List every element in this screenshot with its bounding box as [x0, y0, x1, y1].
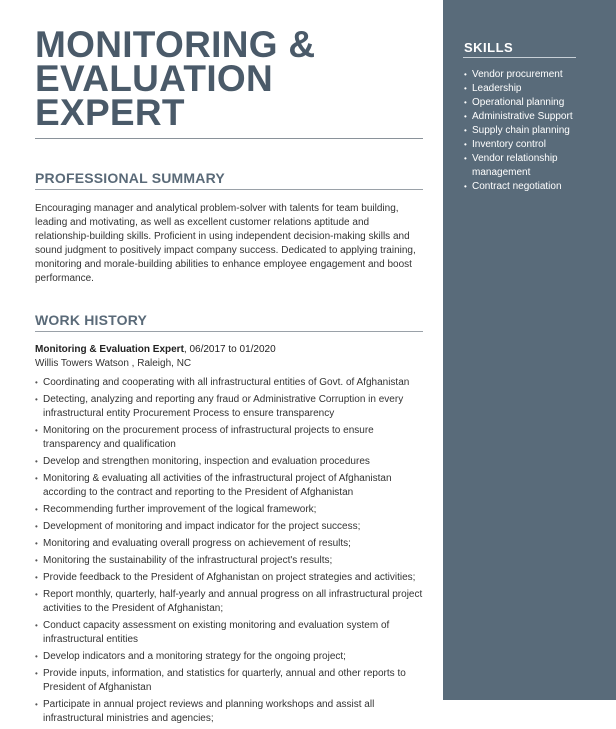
skill-item: • Inventory control — [464, 138, 594, 152]
skill-item: • Supply chain planning — [464, 124, 594, 138]
duty-item: • Recommending further improvement of the logical framework; — [35, 503, 423, 517]
skills-heading: SKILLS — [464, 40, 514, 55]
skill-item: • Operational planning — [464, 96, 594, 110]
duty-item: • Monitoring and evaluating overall progress on achievement of results; — [35, 537, 423, 551]
skill-item: • Leadership — [464, 82, 594, 96]
duty-item: • Monitoring the sustainability of the infrastructural project's results; — [35, 554, 423, 568]
duty-item: • Monitoring on the procurement process of infrastructural projects to ensure transparency and qualification — [35, 424, 423, 452]
duty-item: • Report monthly, quarterly, half-yearly and annual progress on all infrastructural project activities to the President of Afghanistan; — [35, 588, 423, 616]
work-divider — [35, 331, 423, 332]
duty-item: • Develop and strengthen monitoring, inspection and evaluation procedures — [35, 455, 423, 469]
summary-text: Encouraging manager and analytical problem-solver with talents for team building, leading and motivating, as well as excellent customer relations aptitude and relationship-building skills. Proficient in using independent decision-making skills and sound judgment to positively impact company success. Dedicated to applying training, monitoring and morale-building abilities to enhance employee engagement and boost performance. — [35, 203, 416, 284]
duty-item: • Develop indicators and a monitoring strategy for the ongoing project; — [35, 650, 423, 664]
duty-item: • Detecting, analyzing and reporting any fraud or Administrative Corruption in every infrastructural entity Procurement Process to ensure transparency — [35, 393, 423, 421]
skills-sidebar — [443, 0, 616, 700]
duty-item: • Coordinating and cooperating with all infrastructural entities of Govt. of Afghanistan — [35, 376, 423, 390]
duty-item: • Provide feedback to the President of Afghanistan on project strategies and activities; — [35, 571, 423, 585]
skills-list — [464, 68, 594, 194]
duty-item: • Provide inputs, information, and statistics for quarterly, annual and other reports to President of Afghanistan — [35, 667, 423, 695]
summary-divider — [35, 189, 423, 190]
duty-list — [35, 376, 423, 726]
duty-item: • Participate in annual project reviews and planning workshops and assist all infrastructural ministries and agencies; — [35, 698, 423, 726]
skill-item: • Vendor procurement — [464, 68, 594, 82]
skill-item: • Administrative Support — [464, 110, 594, 124]
resume-name — [35, 24, 423, 133]
job-position: Monitoring & Evaluation Expert — [35, 344, 184, 355]
job-company: Willis Towers Watson , Raleigh, NC — [35, 358, 192, 369]
duty-item: • Conduct capacity assessment on existing monitoring and evaluation system of infrastructural entities — [35, 619, 423, 647]
work-heading: WORK HISTORY — [35, 312, 148, 328]
name-divider — [35, 138, 423, 139]
skill-item: • Contract negotiation — [464, 180, 594, 194]
job-dates: , 06/2017 to 01/2020 — [183, 344, 276, 355]
summary-heading: PROFESSIONAL SUMMARY — [35, 170, 225, 186]
duty-item: • Development of monitoring and impact indicator for the project success; — [35, 520, 423, 534]
summary-section — [35, 170, 423, 286]
skill-item: • Vendor relationship management — [464, 152, 594, 180]
duty-item: • Monitoring & evaluating all activities of the infrastructural project of Afghanistan according to the contract and reporting to the President of Afghanistan — [35, 472, 423, 500]
work-section — [35, 312, 423, 726]
skills-divider — [463, 57, 576, 58]
name-line-1: MONITORING & — [35, 24, 316, 65]
main-column — [35, 24, 423, 729]
name-line-2: EVALUATION EXPERT — [35, 58, 274, 133]
job-title-line — [35, 343, 423, 357]
